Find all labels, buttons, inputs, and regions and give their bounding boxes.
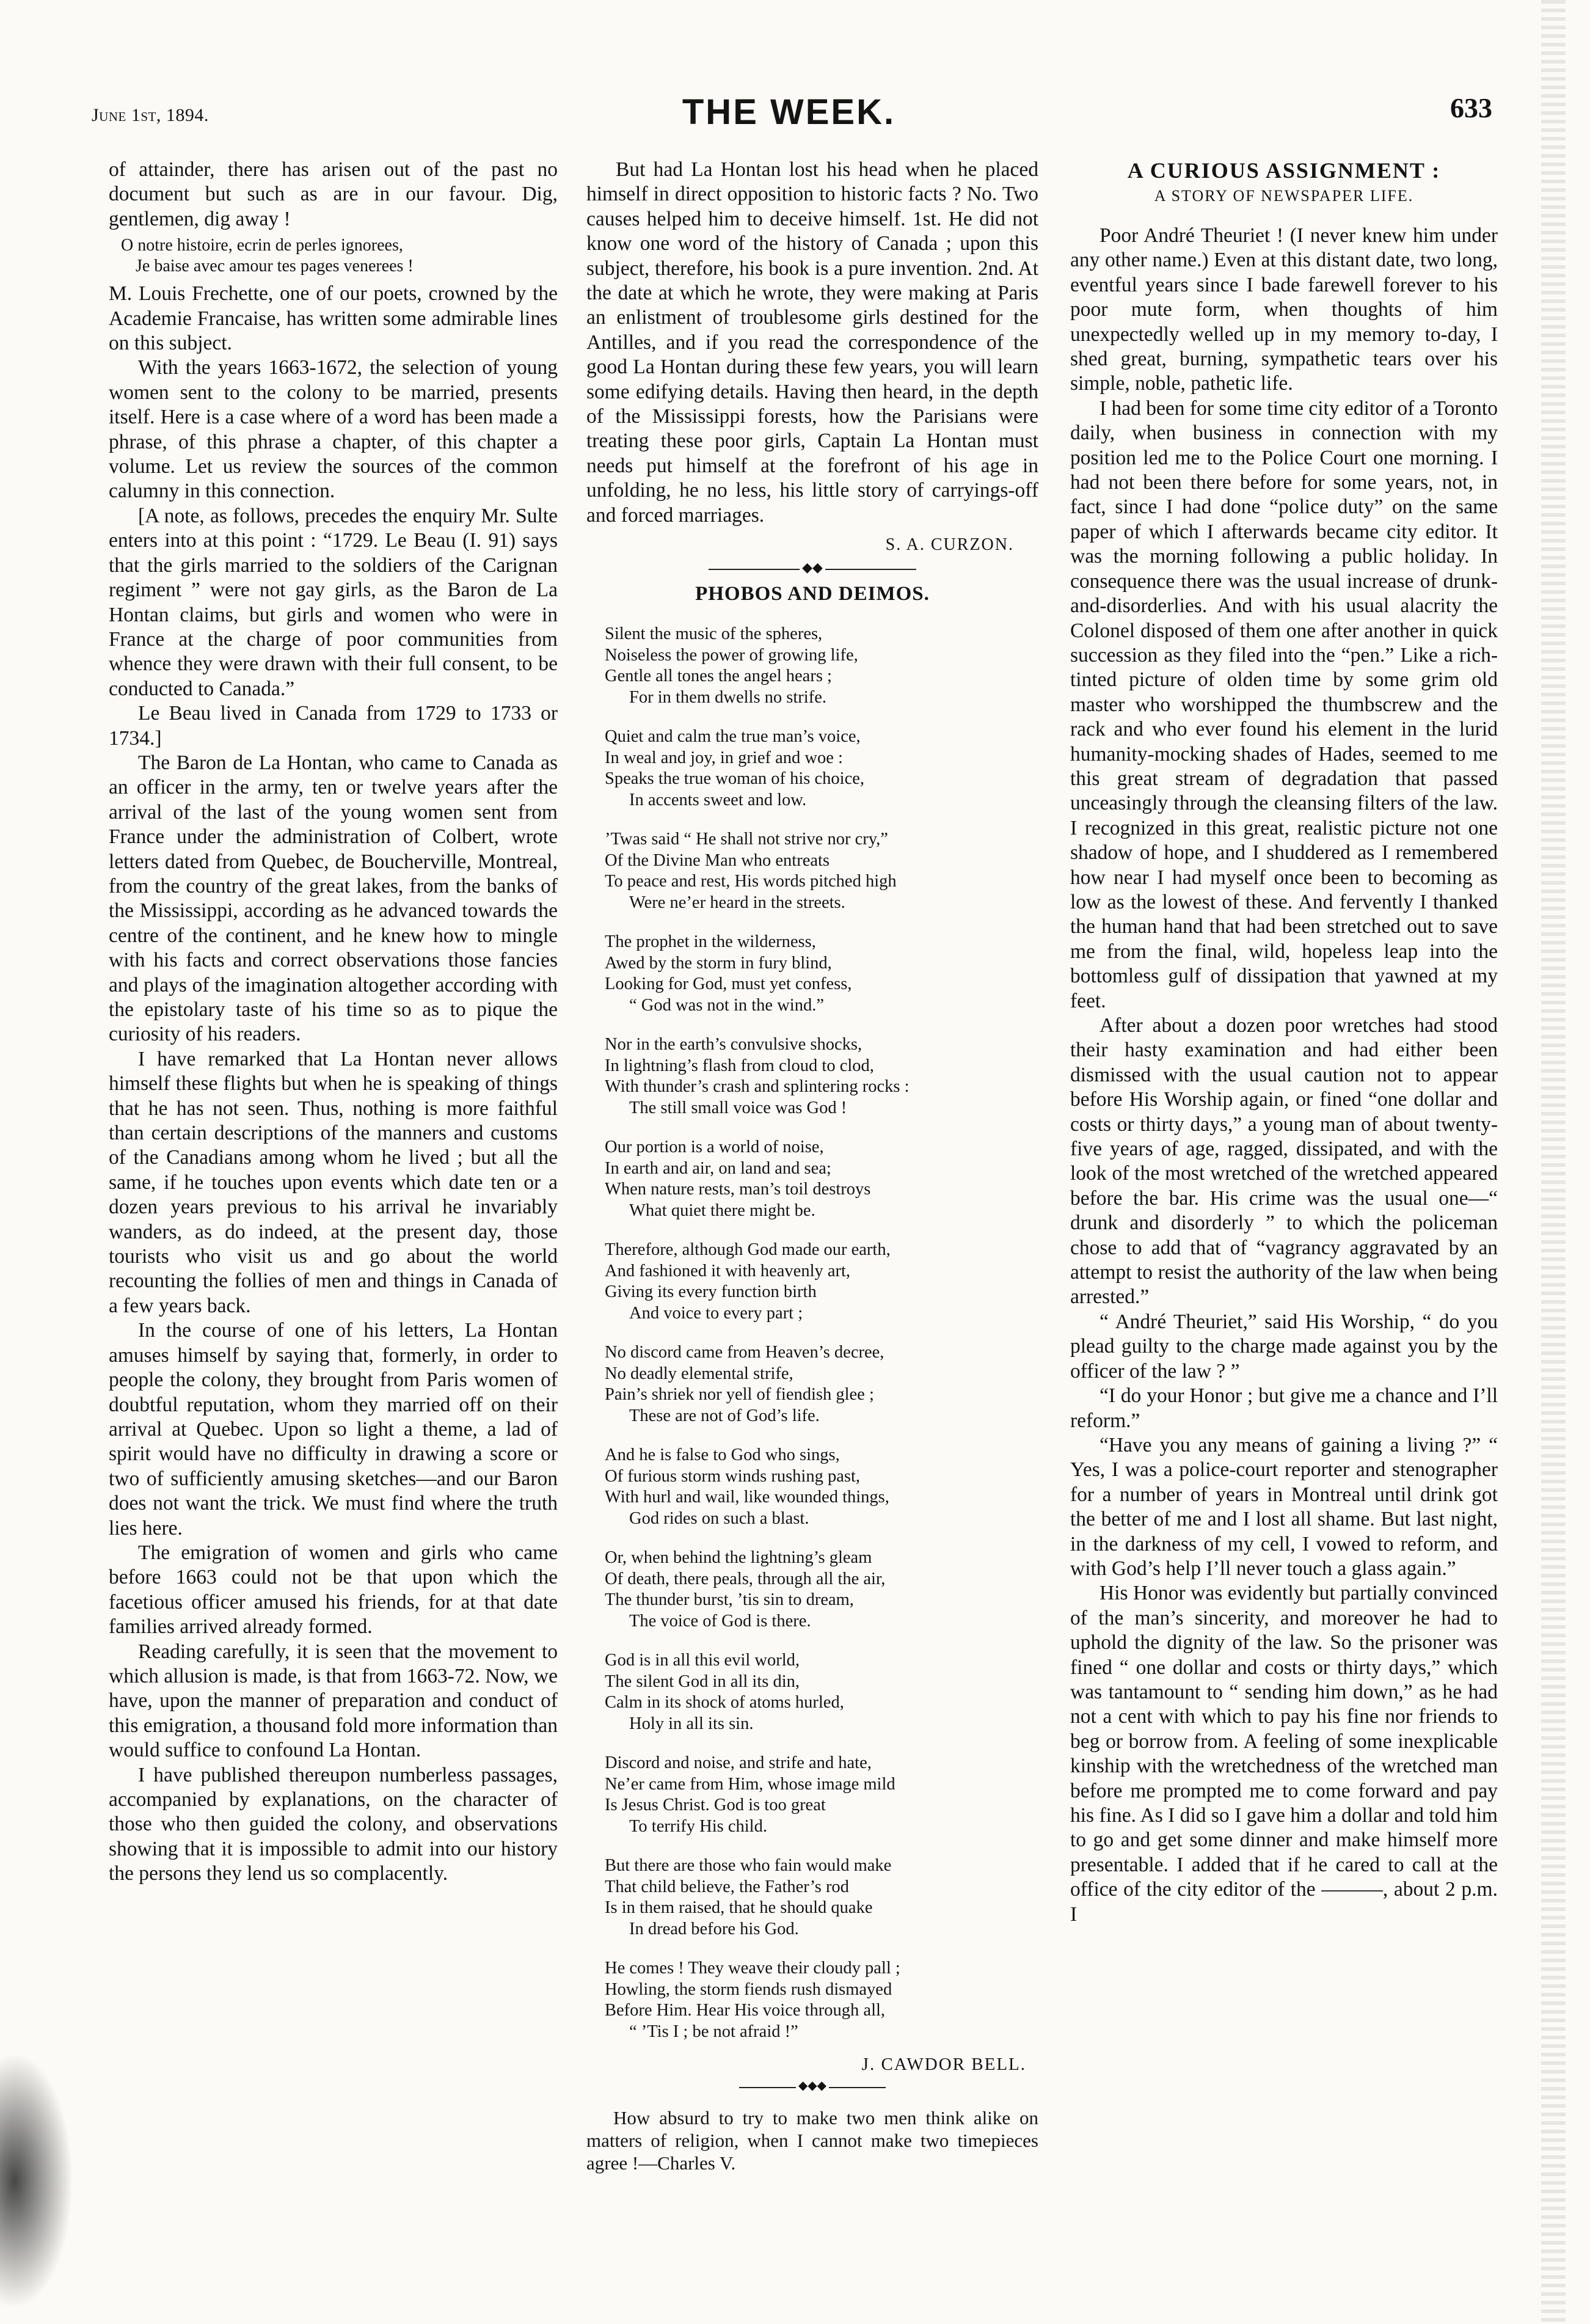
poem-author: J. CAWDOR BELL. bbox=[861, 2055, 1026, 2075]
poem-line: “ ’Tis I ; be not afraid !” bbox=[629, 2022, 798, 2041]
poem-line: Holy in all its sin. bbox=[629, 1714, 754, 1733]
poem-line: And he is false to God who sings, bbox=[605, 1445, 840, 1465]
story-title: A CURIOUS ASSIGNMENT : bbox=[1127, 158, 1441, 183]
paragraph: Le Beau lived in Canada from 1729 to 1733 or 1734.] bbox=[109, 702, 558, 750]
paragraph: His Honor was evidently but partially convinced of the man’s sincerity, and moreover he had to uphold the dignity of the law. So the prisoner was fined “ one dollar and costs or thirty days,” which was tantamount to “ sending him down,” as he had not a cent with which to pay his fine nor friends to beg or borrow from. A feeling of some inexplicable kinship with the wretchedness of the wretched man before me prompted me to come forward and pay his fine. As I did so I gave him a dollar and told him to go and get some dinner and make himself more presentable. I added that if he cared to call at the office of the city editor of the ———, about 2 p.m. I bbox=[1070, 1582, 1498, 1926]
poem-line: To peace and rest, His words pitched high bbox=[605, 872, 897, 891]
poem-line: Therefore, although God made our earth, bbox=[605, 1240, 891, 1260]
masthead-title: THE WEEK. bbox=[682, 92, 896, 132]
poem-stanza bbox=[605, 624, 1038, 708]
paragraph: M. Louis Frechette, one of our poets, crowned by the Academie Francaise, has written some admirable lines on this subject. bbox=[109, 282, 558, 355]
page-header bbox=[86, 92, 1492, 147]
poem-line: Speaks the true woman of his choice, bbox=[605, 769, 865, 789]
poem-line: In earth and air, on land and sea; bbox=[605, 1158, 831, 1178]
paragraph: “ André Theuriet,” said His Worship, “ do you plead guilty to the charge made against you by the officer of the law ? ” bbox=[1070, 1310, 1498, 1383]
page-number: 633 bbox=[1450, 92, 1492, 123]
poem-line: Of the Divine Man who entreats bbox=[605, 850, 830, 870]
paragraph: “Have you any means of gaining a living ?” “ Yes, I was a police-court reporter and stenographer for a number of years in Montreal until drink got the better of me and I lost all shame. But last night, in the darkness of my cell, I vowed to reform, and with God’s help I’ll never touch a glass again.” bbox=[1070, 1433, 1498, 1580]
paragraph: The emigration of women and girls who came before 1663 could not be that upon which the facetious officer amused his friends, for at that date families arrived already formed. bbox=[109, 1541, 558, 1639]
poem-line: God is in all this evil world, bbox=[605, 1651, 800, 1670]
poem-line: Howling, the storm fiends rush dismayed bbox=[605, 1979, 892, 1999]
poem-line: ’Twas said “ He shall not strive nor cry,” bbox=[605, 830, 888, 849]
paragraph: “I do your Honor ; but give me a chance and I’ll reform.” bbox=[1070, 1384, 1498, 1432]
column-left bbox=[109, 158, 558, 2265]
quotation: How absurd to try to make two men think alike on matters of religion, when I cannot make two timepieces agree !—Charles V. bbox=[586, 2107, 1038, 2174]
story-subtitle: A STORY OF NEWSPAPER LIFE. bbox=[1154, 187, 1414, 205]
column-right bbox=[1070, 158, 1498, 2265]
scan-edge bbox=[1541, 0, 1566, 2324]
poem-line: Or, when behind the lightning’s gleam bbox=[605, 1548, 872, 1568]
section-divider: ◆◆◆ bbox=[586, 2081, 1038, 2093]
poem-stanza bbox=[605, 1137, 1038, 1221]
paragraph: But had La Hontan lost his head when he placed himself in direct opposition to historic facts ? No. Two causes helped him to deceive himself. 1st. He did not know one word of the history of Canada ; upon this subject, therefore, his book is a pure invention. 2nd. At the date at which he wrote, they were making at Paris an enlistment of troublesome girls destined for the Antilles, and if you read the correspondence of the good La Hontan during these few years, you will learn some edifying details. Having then heard, in the depth of the Mississippi forests, how the Parisians were treating these poor girls, Captain La Hontan must needs put himself at the forefront of his age in unfolding, he no less, his little story of carryings-off and forced marriages. bbox=[586, 158, 1038, 527]
poem-stanza bbox=[605, 829, 1038, 913]
poem-line: The still small voice was God ! bbox=[629, 1098, 847, 1117]
poem-line: The voice of God is there. bbox=[629, 1611, 811, 1631]
paragraph: With the years 1663-1672, the selection of young women sent to the colony to be married, presents itself. Here is a case where of a word has been made a phrase, of this phrase a chapter, of this chapter a volume. Let us review the sources of the common calumny in this connection. bbox=[109, 356, 558, 503]
poem-line: Is Jesus Christ. God is too great bbox=[605, 1796, 826, 1815]
poem-stanza bbox=[605, 1753, 1038, 1837]
paragraph: I have remarked that La Hontan never allows himself these flights but when he is speaking of things that he has not seen. Thus, nothing is more faithful than certain descriptions of the manners and customs of the Canadians among whom he lived ; but all the same, if he touches upon events which date ten or a dozen years previous to his arrival he invariably wanders, as do indeed, at the present day, those tourists who visit us and go about the world recounting the follies of men and things in Canada of a few years back. bbox=[109, 1047, 558, 1317]
poem-line: When nature rests, man’s toil destroys bbox=[605, 1180, 871, 1199]
article-signature: S. A. CURZON. bbox=[885, 535, 1014, 555]
section-divider: ◆◆ bbox=[586, 562, 1038, 577]
poem-line: For in them dwells no strife. bbox=[629, 687, 826, 707]
paragraph: I had been for some time city editor of a Toronto daily, when business in connection with my position led me to the Police Court one morning. I had not been there before for some years, not, in fact, since I had done “police duty” on the same paper of which I afterwards became city editor. It was the morning following a public holiday. In consequence there was the usual increase of drunk-and-disorderlies. And with his usual alacrity the Colonel disposed of them one after another in quick succession as they filed into the “pen.” Like a rich-tinted picture of olden time by some grim old master who worshipped the thumbscrew and the rack and who ever found his element in the lurid humanity-mocking shades of Hades, seemed to me this great stream of degradation that passed unceasingly through the cleansing filters of the law. I recognized in this great, realistic picture not one shadow of hope, and I shuddered as I remembered how near I had myself once been to becoming as low as the lowest of these. And fervently I thanked the human hand that had been stretched out to save me from the final, wild, hopeless leap into the bottomless gulf of dissipation that yawned at my feet. bbox=[1070, 396, 1498, 1012]
poem-line: That child believe, the Father’s rod bbox=[605, 1877, 849, 1896]
paragraph: Reading carefully, it is seen that the movement to which allusion is made, is that from 1663-72. Now, we have, upon the manner of preparation and conduct of this emigration, a thousand fold more information than would suffice to confound La Hontan. bbox=[109, 1640, 558, 1762]
paragraph: Poor André Theuriet ! (I never knew him under any other name.) Even at this distant date, two long, eventful years since I bade farewell forever to his poor mute form, when thoughts of him unexpectedly welled up in my memory to-day, I shed great, burning, sympathetic tears over his simple, noble, pathetic life. bbox=[1070, 224, 1498, 395]
poem-line: Awed by the storm in fury blind, bbox=[605, 953, 832, 973]
poem-line: And voice to every part ; bbox=[629, 1303, 803, 1323]
issue-date: June 1st, 1894. bbox=[92, 105, 209, 125]
french-verse bbox=[109, 235, 558, 277]
poem-stanza bbox=[605, 1034, 1038, 1119]
poem-body bbox=[586, 624, 1038, 2042]
poem-stanza bbox=[605, 1548, 1038, 1632]
scan-smudge bbox=[0, 2053, 73, 2309]
poem-title: PHOBOS AND DEIMOS. bbox=[695, 583, 930, 605]
poem-line: “ God was not in the wind.” bbox=[629, 995, 824, 1015]
poem-line: In dread before his God. bbox=[629, 1919, 799, 1938]
poem-line: Looking for God, must yet confess, bbox=[605, 974, 852, 994]
poem-line: The prophet in the wilderness, bbox=[605, 932, 816, 952]
column-middle bbox=[586, 158, 1038, 2265]
poem-line: And fashioned it with heavenly art, bbox=[605, 1261, 851, 1281]
poem-line: Nor in the earth’s convulsive shocks, bbox=[605, 1035, 862, 1054]
paragraph: I have published thereupon numberless passages, accompanied by explanations, on the character of those who then guided the colony, and observations showing that it is impossible to admit into our history the persons they lend us so complacently. bbox=[109, 1763, 558, 1885]
poem-stanza bbox=[605, 1855, 1038, 1940]
poem-line: Were ne’er heard in the streets. bbox=[629, 893, 845, 912]
poem-line: Pain’s shriek nor yell of fiendish glee ; bbox=[605, 1385, 874, 1405]
poem-stanza bbox=[605, 1445, 1038, 1529]
poem-stanza bbox=[605, 1240, 1038, 1324]
poem-line: Our portion is a world of noise, bbox=[605, 1138, 824, 1157]
poem-line: Before Him. Hear His voice through all, bbox=[605, 2001, 886, 2020]
poem-line: No discord came from Heaven’s decree, bbox=[605, 1343, 884, 1362]
poem-line: The thunder burst, ’tis sin to dream, bbox=[605, 1590, 854, 1610]
poem-stanza bbox=[605, 932, 1038, 1016]
poem-line: He comes ! They weave their cloudy pall ; bbox=[605, 1959, 900, 1978]
poem-line: In weal and joy, in grief and woe : bbox=[605, 748, 843, 767]
poem-stanza bbox=[605, 1958, 1038, 2042]
poem-line: The silent God in all its din, bbox=[605, 1672, 800, 1691]
poem-line: Calm in its shock of atoms hurled, bbox=[605, 1693, 844, 1712]
poem-line: Silent the music of the spheres, bbox=[605, 624, 823, 644]
poem-line: Noiseless the power of growing life, bbox=[605, 645, 858, 665]
paragraph: of attainder, there has arisen out of the past no document but such as are in our favour. Dig, gentlemen, dig away ! bbox=[109, 158, 558, 230]
poem-line: What quiet there might be. bbox=[629, 1200, 815, 1220]
poem-line: Ne’er came from Him, whose image mild bbox=[605, 1774, 895, 1794]
poem-line: Of furious storm winds rushing past, bbox=[605, 1466, 860, 1486]
poem-line: In accents sweet and low. bbox=[629, 790, 807, 809]
verse-line: Je baise avec amour tes pages venerees ! bbox=[136, 257, 414, 276]
poem-line: Discord and noise, and strife and hate, bbox=[605, 1753, 872, 1773]
paragraph: [A note, as follows, precedes the enquiry Mr. Sulte enters into at this point : “1729. Le Beau (I. 91) says that the girls married to the soldiers of the Carignan regiment ” were not gay girls, as the Baron de La Hontan claims, but girls and women who were in France at the charge of poor communities from whence they were drawn with their full consent, to be conducted to Canada.” bbox=[109, 504, 558, 700]
poem-line: To terrify His child. bbox=[629, 1816, 767, 1836]
poem-line: With hurl and wail, like wounded things, bbox=[605, 1488, 889, 1507]
poem-line: Giving its every function birth bbox=[605, 1282, 817, 1302]
poem-line: Gentle all tones the angel hears ; bbox=[605, 667, 832, 686]
poem-stanza bbox=[605, 1342, 1038, 1427]
poem-line: These are not of God’s life. bbox=[629, 1406, 820, 1425]
poem-line: Quiet and calm the true man’s voice, bbox=[605, 727, 861, 747]
poem-line: God rides on such a blast. bbox=[629, 1508, 809, 1528]
poem-line: But there are those who fain would make bbox=[605, 1856, 892, 1876]
poem-line: In lightning’s flash from cloud to clod, bbox=[605, 1056, 874, 1075]
poem-line: Of death, there peals, through all the air, bbox=[605, 1569, 886, 1588]
paragraph: The Baron de La Hontan, who came to Canada as an officer in the army, ten or twelve years after the arrival of the last of the young women sent from France under the administration of Colbert, wrote letters dated from Quebec, de Boucherville, Montreal, from the country of the great lakes, from the banks of the Mississippi, according as he advanced towards the centre of the continent, and he knew how to mingle with his facts and correct observations those fancies and plays of the imagination altogether according with the epistolary taste of his time so as to pique the curiosity of his readers. bbox=[109, 751, 558, 1046]
poem-stanza bbox=[605, 1650, 1038, 1734]
paragraph: After about a dozen poor wretches had stood their hasty examination and had either been dismissed with the usual caution not to appear before His Worship again, or fined “one dollar and costs or thirty days,” a young man of about twenty-five years of age, ragged, dissipated, and with the look of the most wretched of the wretched appeared before the bar. His crime was the usual one—“ drunk and disorderly ” to which the policeman chose to add that of “vagrancy aggravated by an attempt to resist the authority of the law when being arrested.” bbox=[1070, 1014, 1498, 1309]
verse-line: O notre histoire, ecrin de perles ignorees, bbox=[121, 236, 403, 255]
poem-line: No deadly elemental strife, bbox=[605, 1364, 793, 1383]
poem-stanza bbox=[605, 726, 1038, 811]
poem-line: With thunder’s crash and splintering rocks : bbox=[605, 1077, 910, 1097]
paragraph: In the course of one of his letters, La Hontan amuses himself by saying that, formerly, in order to people the colony, they brought from Paris women of doubtful reputation, whom they married off on their arrival at Quebec. Upon so light a theme, a lad of spirit would have no difficulty in drawing a score or two of sufficiently amusing sketches—and our Baron does not want the trick. We must find where the truth lies here. bbox=[109, 1319, 558, 1540]
poem-line: Is in them raised, that he should quake bbox=[605, 1898, 873, 1918]
